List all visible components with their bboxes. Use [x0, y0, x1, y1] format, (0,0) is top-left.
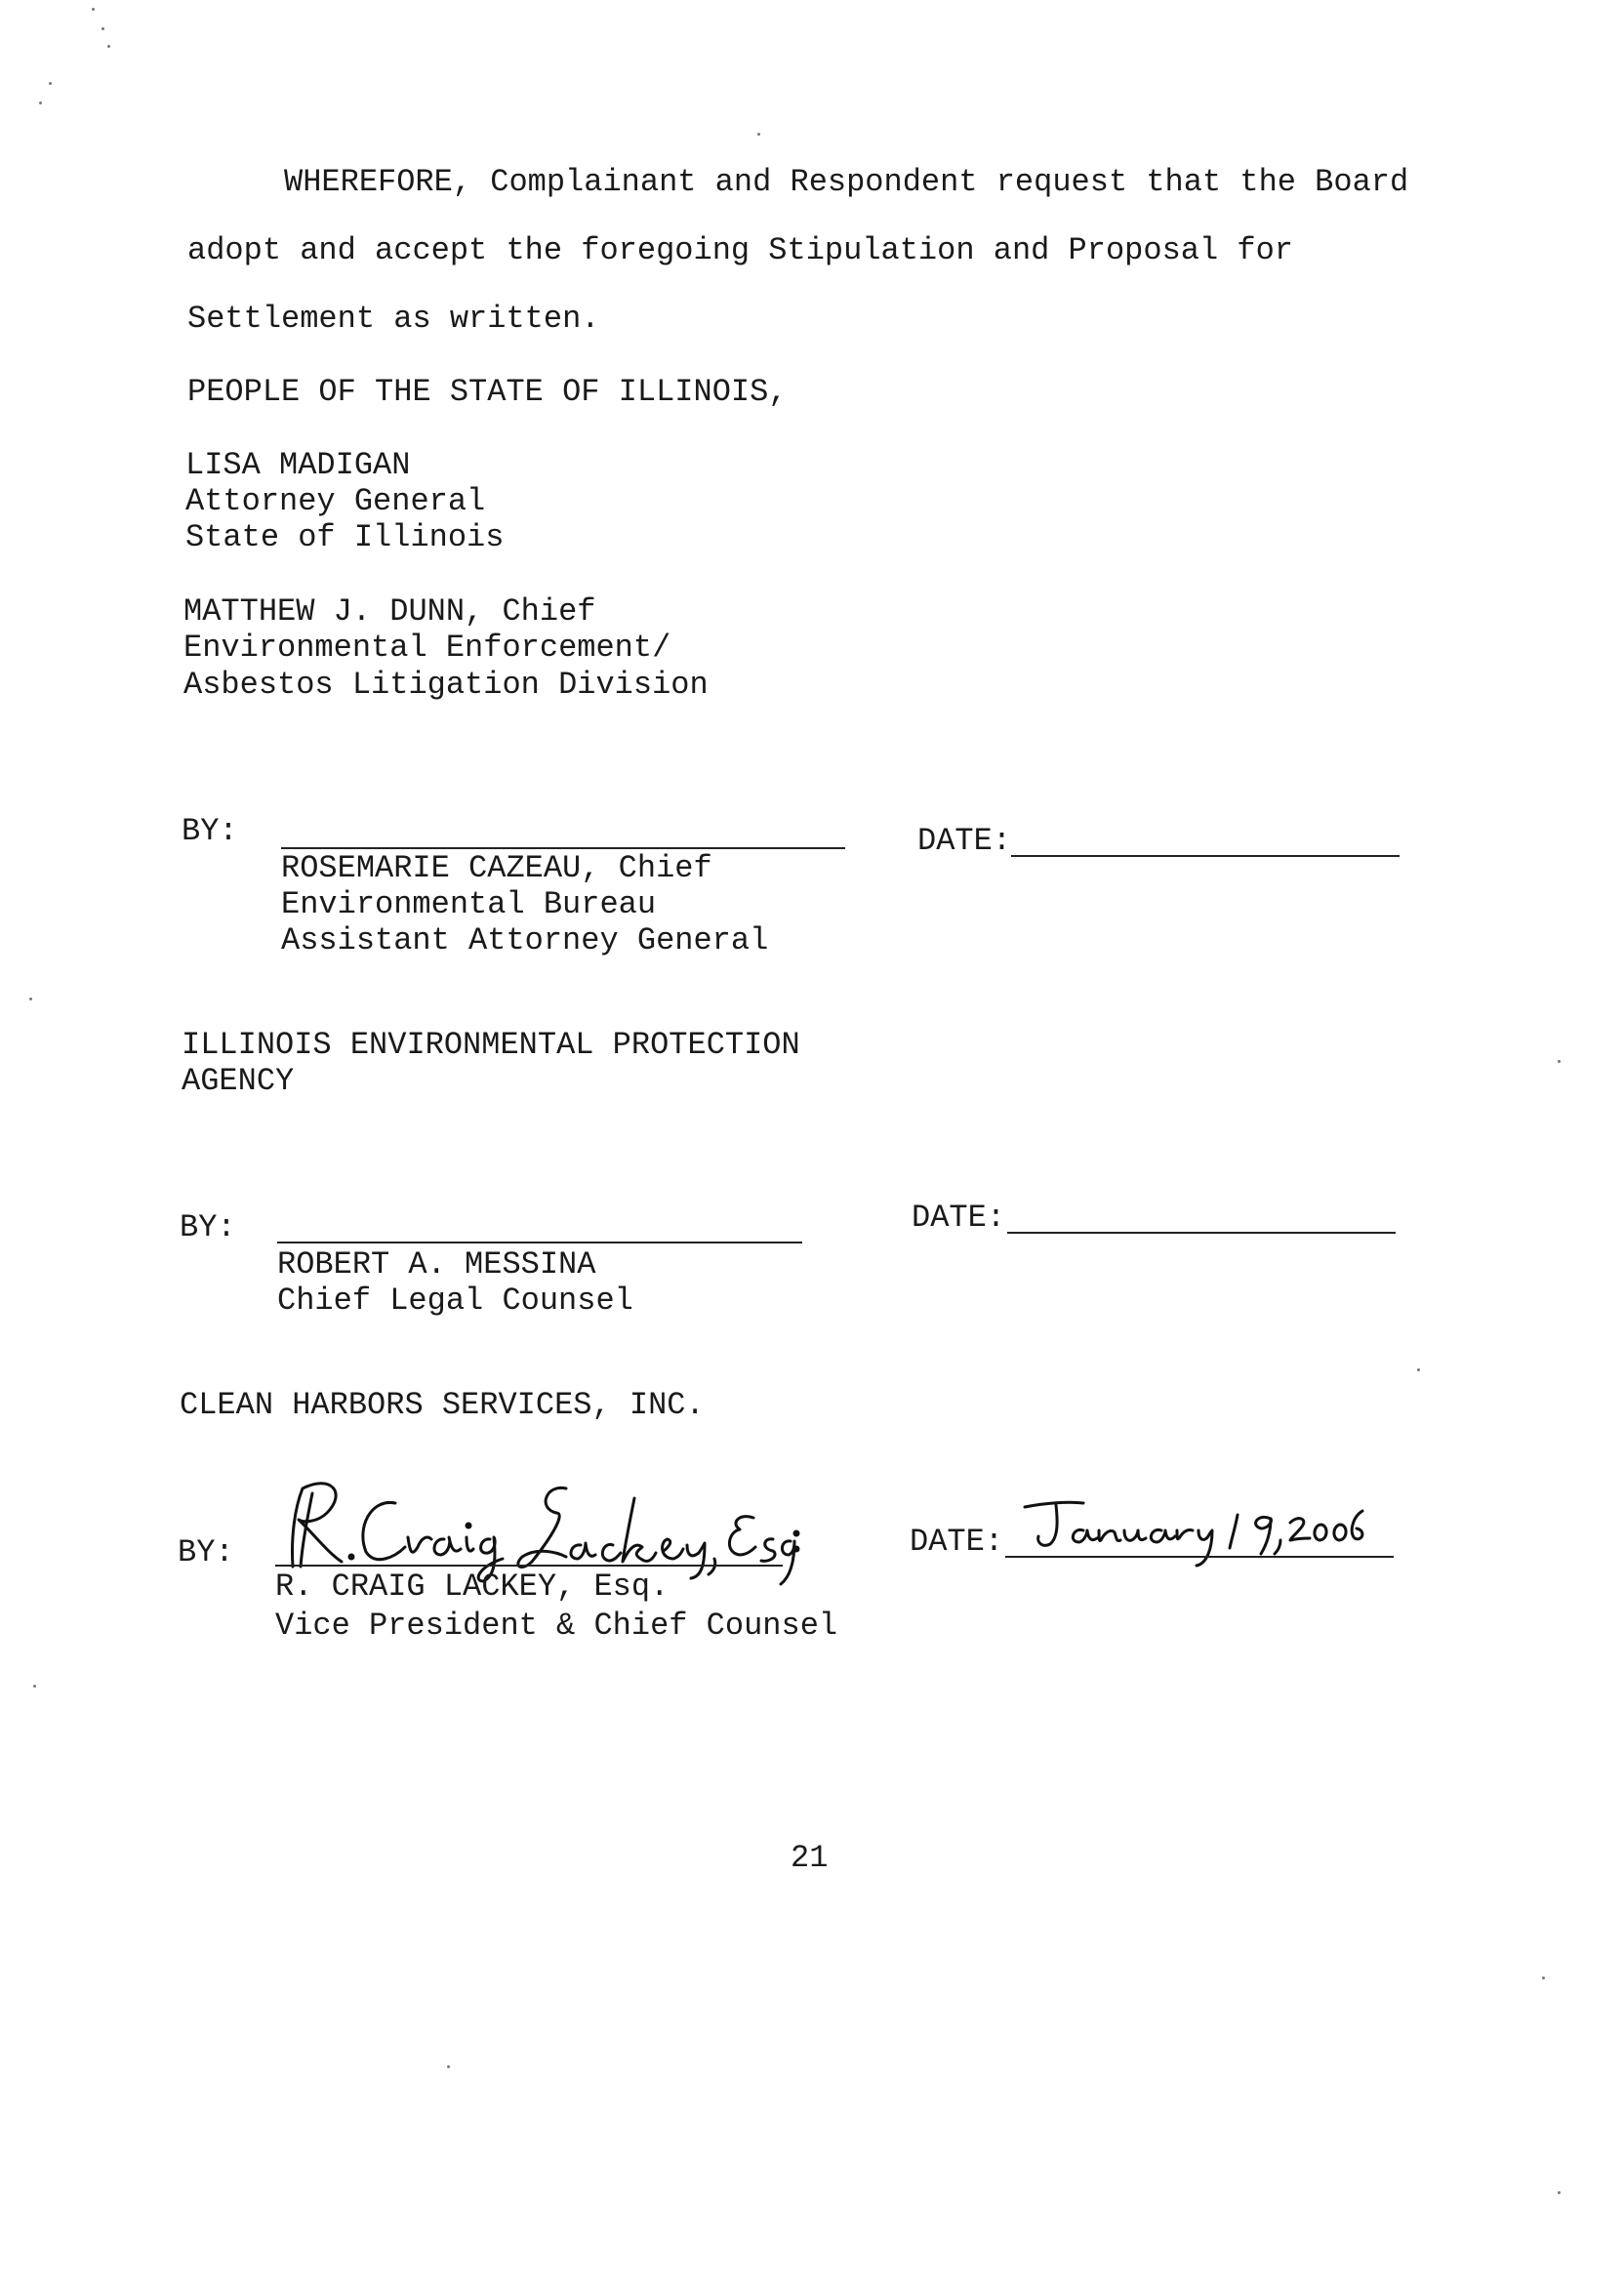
closing-line-2: adopt and accept the foregoing Stipulation and Proposal for [187, 232, 1293, 268]
chief-division-2: Asbestos Litigation Division [183, 667, 709, 703]
sig3-date-label: DATE: [910, 1524, 1004, 1560]
people-heading: PEOPLE OF THE STATE OF ILLINOIS, [187, 374, 788, 410]
company-name: CLEAN HARBORS SERVICES, INC. [180, 1387, 705, 1423]
scan-speck [92, 8, 95, 11]
scan-speck [1542, 1976, 1545, 1979]
attorney-general-title: Attorney General [185, 483, 486, 519]
scan-speck [447, 2065, 450, 2068]
scan-speck [29, 998, 32, 1000]
agency-line-1: ILLINOIS ENVIRONMENTAL PROTECTION [182, 1027, 800, 1063]
chief-name: MATTHEW J. DUNN, Chief [183, 593, 596, 630]
sig2-title: Chief Legal Counsel [277, 1283, 633, 1319]
sig1-by-label: BY: [182, 813, 238, 849]
sig2-date-line [1007, 1232, 1396, 1234]
scan-speck [107, 45, 110, 48]
sig3-signature-line [275, 1565, 783, 1567]
sig2-signature-line [277, 1242, 802, 1243]
agency-line-2: AGENCY [182, 1063, 295, 1099]
attorney-general-name: LISA MADIGAN [185, 447, 411, 483]
scan-speck [757, 133, 760, 136]
sig3-date-line [1005, 1556, 1394, 1558]
page-number: 21 [791, 1840, 829, 1876]
scan-speck [1558, 2191, 1561, 2194]
sig1-title-2: Assistant Attorney General [281, 922, 769, 958]
closing-line-3: Settlement as written. [187, 301, 600, 337]
sig1-date-label: DATE: [917, 823, 1012, 859]
scan-speck [49, 82, 52, 85]
scan-speck [1558, 1060, 1561, 1063]
sig2-date-label: DATE: [912, 1200, 1006, 1236]
closing-line-1: WHEREFORE, Complainant and Respondent request that the Board [284, 164, 1409, 200]
handwritten-date [1015, 1493, 1366, 1571]
sig2-name: ROBERT A. MESSINA [277, 1246, 596, 1283]
sig1-signature-line [281, 847, 845, 849]
attorney-general-state: State of Illinois [185, 519, 505, 555]
scan-speck [102, 27, 104, 30]
sig2-by-label: BY: [180, 1209, 236, 1245]
sig3-title: Vice President & Chief Counsel [275, 1608, 838, 1644]
sig1-date-line [1011, 855, 1400, 857]
sig3-name: R. CRAIG LACKEY, Esq. [275, 1569, 670, 1605]
chief-division-1: Environmental Enforcement/ [183, 630, 671, 666]
scan-speck [39, 102, 42, 104]
sig1-name: ROSEMARIE CAZEAU, Chief [281, 850, 712, 886]
sig3-by-label: BY: [178, 1534, 234, 1570]
scan-speck [33, 1685, 36, 1688]
scan-speck [1417, 1368, 1420, 1371]
sig1-title-1: Environmental Bureau [281, 886, 657, 922]
